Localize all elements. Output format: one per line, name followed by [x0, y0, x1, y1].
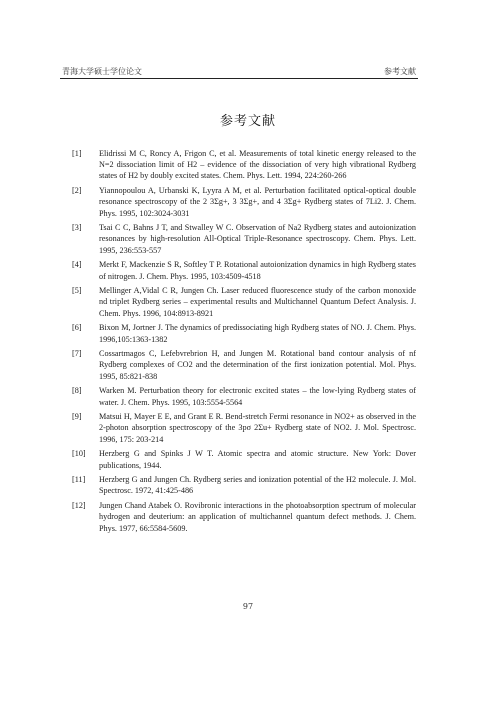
- reference-number: [6]: [72, 323, 82, 333]
- header-thesis-title: 青海大学硕士学位论文: [62, 67, 142, 76]
- header-rule: [60, 78, 418, 79]
- reference-text: Elidrissi M C, Roncy A, Frigon C, et al. Measurements of total kinetic energy released to the N=2 dissociation limit of H2 – evidence of the dissociation of very high vibrational Rydberg states of H2 by doubly excited states. Chem. Phys. Lett. 1994, 224:260-266: [99, 149, 416, 181]
- reference-text: Herzberg G and Jungen Ch. Rydberg series and ionization potential of the H2 molecule. J. Mol. Spectrosc. 1972, 41:425-486: [99, 475, 416, 496]
- page-title: 参考文献: [219, 114, 276, 129]
- reference-item: [72, 322, 416, 344]
- reference-item: [72, 259, 416, 281]
- reference-text: Matsui H, Mayer E E, and Grant E R. Bend-stretch Fermi resonance in NO2+ as observed in the 2-photon absorption spectroscopy of the 3pσ 2Σu+ Rydberg state of NO2. J. Mol. Spectrosc. 1996, 175: 203-214: [99, 412, 416, 444]
- reference-number: [7]: [72, 349, 82, 359]
- reference-text: Cossartmagos C, Lefebvrebrion H, and Jungen M. Rotational band contour analysis of nf Rydberg complexes of CO2 and the determination of the first ionization potential. Mol. Phys. 1995, 85:821-838: [99, 349, 416, 381]
- reference-item: [72, 285, 416, 319]
- reference-number: [4]: [72, 260, 82, 270]
- reference-text: Tsai C C, Bahns J T, and Stwalley W C. Observation of Na2 Rydberg states and autoionization resonances by high-resolution All-Optical Triple-Resonance spectroscopy. Chem. Phys. Lett. 1995, 236:553-557: [99, 223, 416, 255]
- reference-number: [5]: [72, 286, 82, 296]
- reference-number: [12]: [72, 501, 86, 511]
- reference-number: [3]: [72, 223, 82, 233]
- reference-text: Jungen Chand Atabek O. Rovibronic interactions in the photoabsorption spectrum of molecular hydrogen and deuterium: an application of multichannel quantum defect methods. J. Chem. Phys. 1977, 66:5584-5609.: [99, 501, 416, 533]
- reference-number: [8]: [72, 386, 82, 396]
- reference-item: [72, 500, 416, 534]
- running-header: [62, 66, 416, 78]
- reference-item: [72, 185, 416, 219]
- header-section-title: 参考文献: [384, 67, 416, 76]
- reference-item: [72, 448, 416, 470]
- reference-text: Bixon M, Jortner J. The dynamics of predissociating high Rydberg states of NO. J. Chem. Phys. 1996,105:1363-1382: [99, 323, 416, 344]
- reference-text: Herzberg G and Spinks J W T. Atomic spectra and atomic structure. New York: Dover publications, 1944.: [99, 449, 416, 470]
- reference-text: Merkt F, Mackenzie S R, Softley T P. Rotational autoionization dynamics in high Rydberg states of nitrogen. J. Chem. Phys. 1995, 103:4509-4518: [99, 260, 416, 281]
- reference-item: [72, 474, 416, 496]
- reference-text: Yiannopoulou A, Urbanski K, Lyyra A M, et al. Perturbation facilitated optical-optical double resonance spectroscopy of the 2 3Σg+, 3 3Σg+, and 4 3Σg+ Rydberg states of 7Li2. J. Chem. Phys. 1995, 102:3024-3031: [99, 186, 416, 218]
- reference-item: [72, 148, 416, 182]
- reference-item: [72, 348, 416, 382]
- reference-number: [11]: [72, 475, 86, 485]
- page-number: 97: [242, 602, 254, 611]
- reference-number: [2]: [72, 186, 82, 196]
- reference-number: [10]: [72, 449, 86, 459]
- reference-text: Warken M. Perturbation theory for electronic excited states – the low-lying Rydberg states of water. J. Chem. Phys. 1995, 103:5554-5564: [99, 386, 416, 407]
- reference-item: [72, 222, 416, 256]
- reference-item: [72, 411, 416, 445]
- reference-text: Mellinger A,Vidal C R, Jungen Ch. Laser reduced fluorescence study of the carbon monoxide nd triplet Rydberg series – experimental results and Multichannel Quantum Defect Analysis. J. Chem. Phys. 1996, 104:8913-8921: [99, 286, 416, 318]
- reference-number: [1]: [72, 149, 82, 158]
- reference-list: [72, 148, 416, 537]
- reference-item: [72, 385, 416, 407]
- reference-number: [9]: [72, 412, 82, 422]
